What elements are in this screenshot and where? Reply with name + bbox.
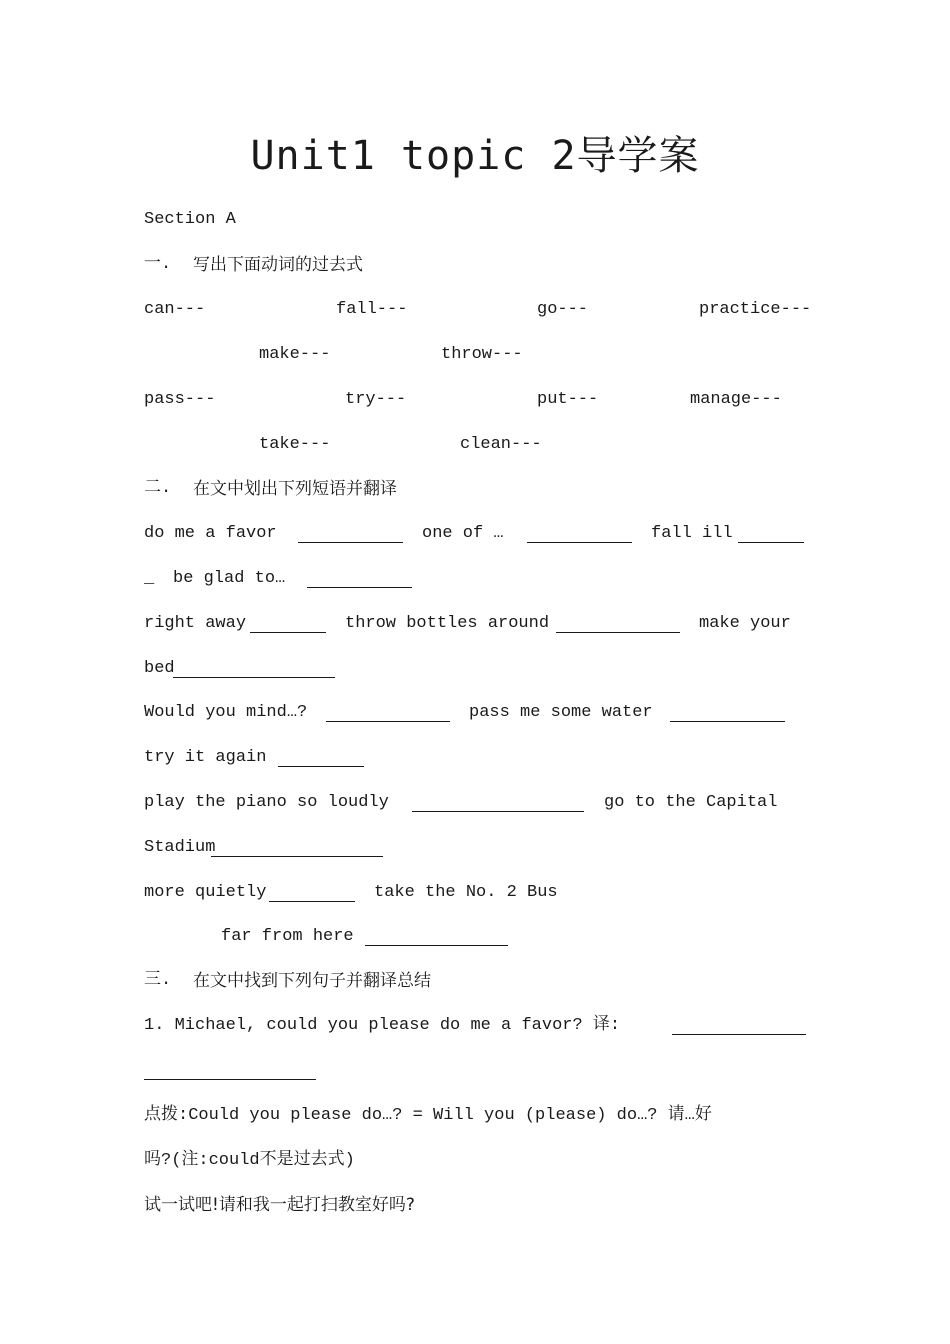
verb-fall: fall--- bbox=[336, 300, 408, 319]
tip-line-2: 吗?(注:could不是过去式) bbox=[144, 1151, 355, 1170]
phrase-one-of: one of … bbox=[422, 524, 504, 543]
part1-number: 一. bbox=[144, 255, 172, 274]
phrase-more-quietly: more quietly bbox=[144, 883, 267, 902]
verb-throw: throw--- bbox=[441, 345, 523, 364]
verb-can: can--- bbox=[144, 300, 206, 319]
phrase-do-me-a-favor: do me a favor bbox=[144, 524, 277, 543]
verb-practice: practice--- bbox=[699, 300, 812, 319]
answer-blank[interactable] bbox=[307, 572, 412, 588]
page-title: Unit1 topic 2导学案 bbox=[250, 133, 700, 179]
answer-blank[interactable] bbox=[326, 706, 450, 722]
phrase-go-to-the-capital: go to the Capital bbox=[604, 793, 778, 812]
phrase-play-the-piano: play the piano so loudly bbox=[144, 793, 389, 812]
verb-go: go--- bbox=[537, 300, 589, 319]
part1-heading: 写出下面动词的过去式 bbox=[193, 255, 363, 275]
phrase-continuation: _ bbox=[144, 569, 155, 588]
verb-pass: pass--- bbox=[144, 390, 216, 409]
part2-number: 二. bbox=[144, 479, 172, 498]
phrase-try-it-again: try it again bbox=[144, 748, 267, 767]
answer-blank[interactable] bbox=[298, 527, 403, 543]
answer-blank[interactable] bbox=[670, 706, 785, 722]
answer-blank[interactable] bbox=[211, 841, 383, 857]
phrase-make-your: make your bbox=[699, 614, 791, 633]
answer-blank[interactable] bbox=[269, 886, 355, 902]
verb-make: make--- bbox=[259, 345, 331, 364]
sentence-1: 1. Michael, could you please do me a favor? 译: bbox=[144, 1016, 621, 1035]
answer-blank[interactable] bbox=[738, 527, 804, 543]
answer-blank[interactable] bbox=[556, 617, 680, 633]
answer-blank[interactable] bbox=[250, 617, 326, 633]
part3-number: 三. bbox=[144, 971, 172, 990]
phrase-bed: bed bbox=[144, 659, 175, 678]
answer-blank[interactable] bbox=[365, 930, 508, 946]
verb-try: try--- bbox=[345, 390, 407, 409]
answer-blank[interactable] bbox=[173, 662, 335, 678]
part3-heading: 在文中找到下列句子并翻译总结 bbox=[193, 971, 431, 991]
phrase-take-the-bus: take the No. 2 Bus bbox=[374, 883, 558, 902]
part2-heading: 在文中划出下列短语并翻译 bbox=[193, 479, 397, 499]
verb-take: take--- bbox=[259, 435, 331, 454]
translation-blank[interactable] bbox=[672, 1019, 806, 1035]
phrase-would-you-mind: Would you mind…? bbox=[144, 703, 308, 722]
try-it-prompt: 试一试吧!请和我一起打扫教室好吗? bbox=[144, 1195, 415, 1215]
phrase-throw-bottles-around: throw bottles around bbox=[345, 614, 550, 633]
answer-blank[interactable] bbox=[527, 527, 632, 543]
answer-blank[interactable] bbox=[278, 751, 364, 767]
tip-line-1: 点拨:Could you please do…? = Will you (please) do…? 请…好 bbox=[144, 1106, 712, 1125]
phrase-far-from-here: far from here bbox=[221, 927, 354, 946]
answer-blank[interactable] bbox=[412, 796, 584, 812]
verb-manage: manage--- bbox=[690, 390, 782, 409]
translation-blank-continued[interactable] bbox=[144, 1064, 316, 1080]
phrase-be-glad-to: be glad to… bbox=[173, 569, 286, 588]
phrase-fall-ill: fall ill bbox=[651, 524, 733, 543]
verb-clean: clean--- bbox=[460, 435, 542, 454]
phrase-stadium: Stadium bbox=[144, 838, 216, 857]
section-label: Section A bbox=[144, 210, 236, 229]
phrase-pass-me-some-water: pass me some water bbox=[469, 703, 653, 722]
phrase-right-away: right away bbox=[144, 614, 247, 633]
verb-put: put--- bbox=[537, 390, 599, 409]
